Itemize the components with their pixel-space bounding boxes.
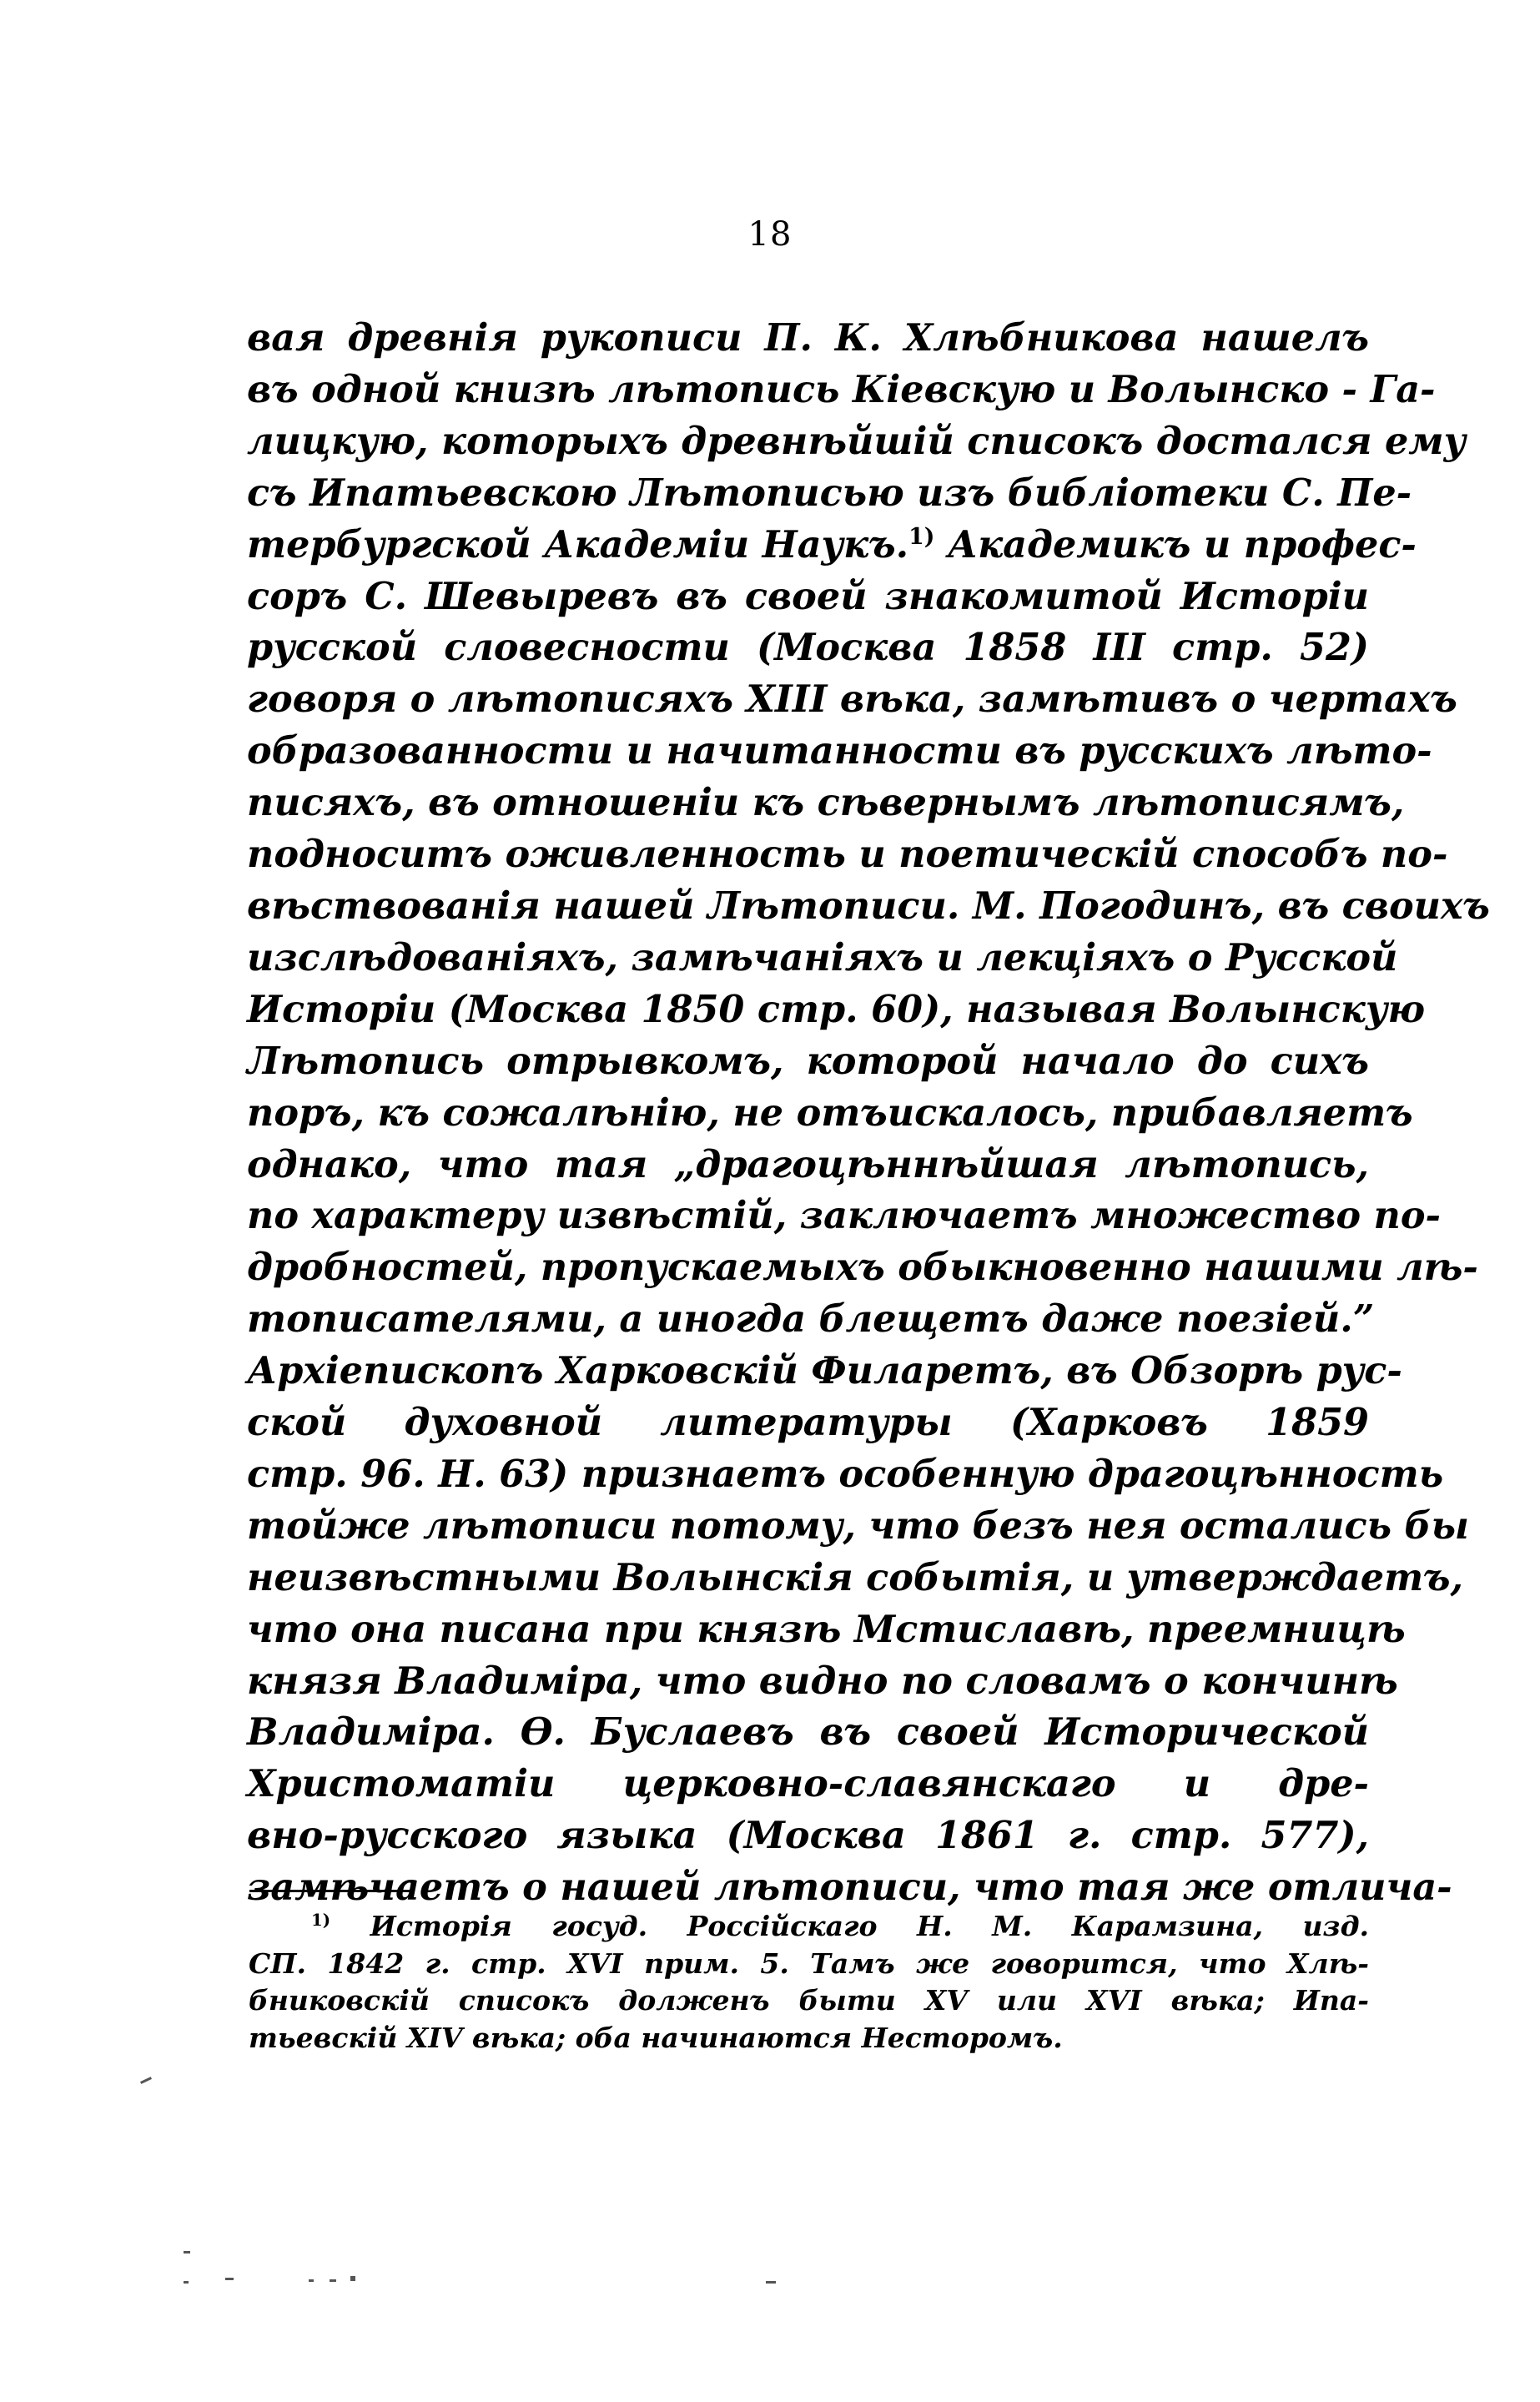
- scan-speck: [766, 2281, 776, 2284]
- footnote-line: тьевскій XIV вѣка; оба начинаются Несторомъ.: [249, 2021, 1063, 2054]
- text-line: Лѣтопись отрывкомъ, которой начало до сихъ: [247, 1039, 1369, 1083]
- footnote-line: [249, 1908, 1369, 1946]
- text-line: замѣчаетъ о нашей лѣтописи, что тая же отлича-: [247, 1866, 1452, 1910]
- text-line: ской духовной литературы (Харковъ 1859: [247, 1401, 1369, 1445]
- text-line: стр. 96. Н. 63) признаетъ особенную драгоцѣнность: [247, 1452, 1444, 1496]
- scan-speck: [350, 2276, 355, 2281]
- footnote-reference: 1): [908, 523, 935, 550]
- text-line: соръ С. Шевыревъ въ своей знакомитой Исторіи: [247, 574, 1369, 618]
- text-fragment: Академикъ и профес-: [947, 522, 1417, 567]
- text-line: тойже лѣтописи потому, что безъ нея остались бы: [247, 1503, 1469, 1548]
- text-line: говоря о лѣтописяхъ XIII вѣка, замѣтивъ о чертахъ: [247, 677, 1457, 722]
- text-line: русской словесности (Москва 1858 III стр. 52): [247, 626, 1369, 670]
- text-line: вая древнія рукописи П. К. Хлѣбникова нашелъ: [247, 316, 1369, 360]
- text-line: въ одной книзѣ лѣтопись Кіевскую и Волынско - Га-: [247, 367, 1436, 411]
- scan-speck: [309, 2279, 314, 2282]
- text-line: что она писана при князѣ Мстиславѣ, преемницѣ: [247, 1607, 1406, 1651]
- footnote-text: Исторія госуд. Россійскаго Н. М. Карамзина, изд.: [370, 1910, 1369, 1942]
- text-line: князя Владиміра, что видно по словамъ о кончинѣ: [247, 1659, 1398, 1703]
- main-text: [247, 313, 1490, 1914]
- scan-speck: [330, 2279, 336, 2282]
- text-line: неизвѣстными Волынскія событія, и утверждаетъ,: [247, 1555, 1464, 1599]
- footnote-separator: [249, 1890, 413, 1892]
- scan-speck: [225, 2278, 234, 2280]
- text-line: Христоматіи церковно-славянскаго и дре-: [247, 1762, 1369, 1806]
- page-number: 18: [747, 215, 793, 254]
- scan-speck: [140, 2077, 152, 2084]
- text-line: съ Ипатьевскою Лѣтописью изъ библіотеки С. Пе-: [247, 471, 1412, 515]
- text-line: лицкую, которыхъ древнѣйшій списокъ достался ему: [247, 419, 1467, 463]
- footnote-line: СП. 1842 г. стр. XVI прим. 5. Тамъ же говорится, что Хлѣ-: [249, 1946, 1369, 1980]
- text-line: вно-русского языка (Москва 1861 г. стр. 577),: [247, 1814, 1369, 1858]
- text-line: однако, что тая „драгоцѣннѣйшая лѣтопись,: [247, 1142, 1369, 1186]
- text-line: поръ, къ сожалѣнію, не отъискалось, прибавляетъ: [247, 1090, 1413, 1135]
- text-line: образованности и начитанности въ русскихъ лѣто-: [247, 729, 1432, 773]
- text-fragment: тербургской Академіи Наукъ.: [247, 522, 909, 567]
- text-line: Архіепископъ Харковскій Филаретъ, въ Обзорѣ рус-: [247, 1349, 1402, 1393]
- text-line: дробностей, пропускаемыхъ обыкновенно нашими лѣ-: [247, 1246, 1478, 1290]
- text-line: Владиміра. Ѳ. Буслаевъ въ своей Исторической: [247, 1710, 1369, 1755]
- scan-speck: [184, 2251, 190, 2253]
- text-line: писяхъ, въ отношеніи къ сѣвернымъ лѣтописямъ,: [247, 781, 1405, 825]
- text-line-with-footnote-ref: [247, 520, 1417, 572]
- footnote: [249, 1908, 1369, 2057]
- footnote-line: бниковскій списокъ долженъ быти XV или XVI вѣка; Ипа-: [249, 1984, 1369, 2017]
- footnote-marker: 1): [311, 1910, 331, 1931]
- text-line: изслѣдованіяхъ, замѣчаніяхъ и лекціяхъ о Русской: [247, 935, 1398, 979]
- text-line: Исторіи (Москва 1850 стр. 60), называя Волынскую: [247, 987, 1426, 1031]
- text-line: вѣствованія нашей Лѣтописи. М. Погодинъ, въ своихъ: [247, 884, 1490, 928]
- scan-speck: [184, 2281, 189, 2284]
- text-line: по характеру извѣстій, заключаетъ множество по-: [247, 1194, 1441, 1238]
- text-line: тописателями, а иногда блещетъ даже поезіей.”: [247, 1297, 1375, 1342]
- text-line: подноситъ оживленность и поетическій способъ по-: [247, 833, 1448, 877]
